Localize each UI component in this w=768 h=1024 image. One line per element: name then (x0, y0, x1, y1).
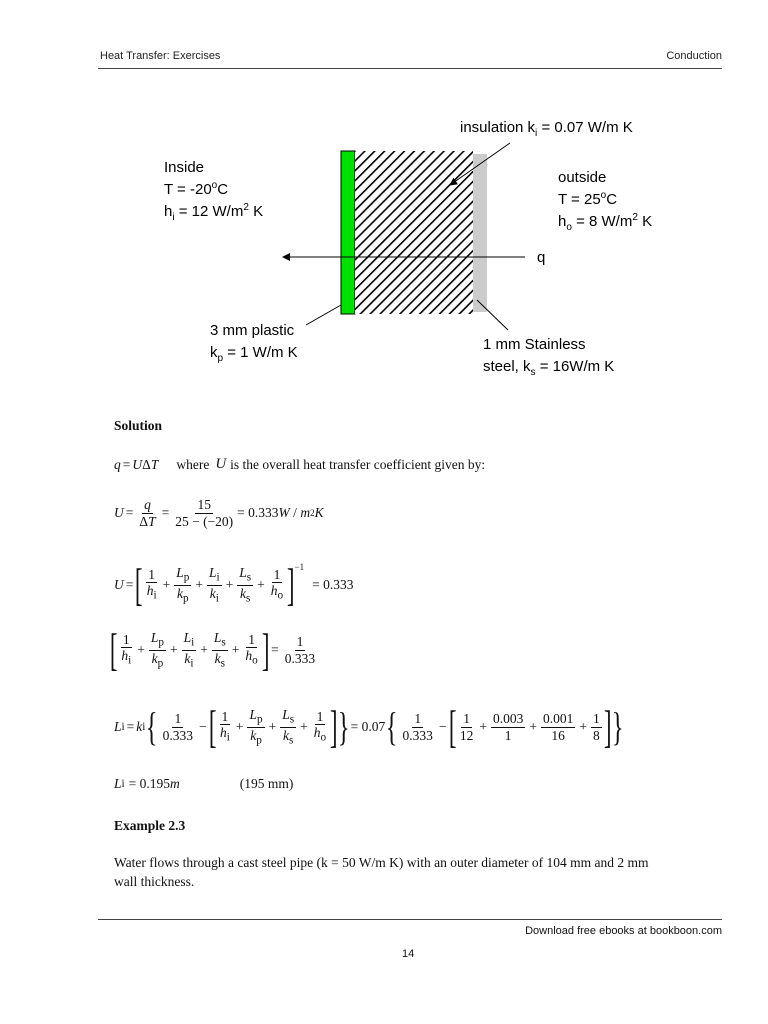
footer-download-link[interactable]: Download free ebooks at bookboon.com (525, 925, 722, 937)
example-text-line1: Water flows through a cast steel pipe (k = 50 W/m K) with an outer diameter of 104 mm and 2 mm (114, 855, 649, 870)
inside-conditions: Inside $T = -20^oC$ $h_i = 12$ $W/m^2$ K (164, 159, 264, 223)
footer-rule (98, 919, 722, 920)
equation-q: q = U Δ T where U is the overall heat transfer coefficient given by: (114, 456, 486, 472)
equation-sum-inverse: [ $\frac{1}{h_i}$ + $\frac{L_p}{k_p}$ + $\frac{L_i}{k_i}$ + $\frac{L_s}{k_s}$ + $\frac{1}{h_o}$ ] = $\frac{1}{0.333}$ (109, 624, 316, 675)
header-right: Conduction (666, 50, 722, 62)
plastic-layer (341, 151, 355, 314)
header-left: Heat Transfer: Exercises (100, 50, 221, 62)
example-text-line2: wall thickness. (114, 874, 195, 889)
page-number: 14 (402, 948, 415, 960)
example-heading: Example 2.3 (114, 818, 186, 833)
insulation-label: insulation $k_i = 0.07$ W/m K (460, 119, 633, 139)
equation-u-value: U = $\frac{q}{\Delta T}$ = $\frac{15}{25 - (-20)}$ = 0.333 W / m 2 K (114, 497, 324, 529)
equation-u-sum: U = [ $\frac{1}{h_i}$ + $\frac{L_p}{k_p}$ + $\frac{L_i}{k_i}$ + $\frac{L_s}{k_s}$ + $\frac{1}{h_o}$ ] $^{-1}$ = 0.333 (114, 559, 354, 610)
q-label: q (537, 249, 546, 266)
outside-conditions: outside $T = 25^oC$ $h_o = 8$ $W/m^2$ K (558, 169, 653, 233)
plastic-pointer (306, 305, 341, 325)
steel-pointer (477, 300, 508, 330)
insulation-layer (355, 151, 473, 314)
plastic-label: 3 mm plastic $k_p = 1$ W/m K (210, 322, 298, 364)
equation-result: L i = 0.195 m (195 mm) (114, 776, 294, 791)
wall-diagram (0, 0, 768, 400)
equation-li: L i = k i { $\frac{1}{0.333}$ − [ $\frac{1}{h_i}$ + $\frac{L_p}{k_p}$ + $\frac{L_s}{k_s}$ + $\frac{1}{h_o}$ ] } = 0.07 { $\frac{1}{0.333}$ − [ $\frac{1}{12}$ + $\frac{0.003}{1}$ + $\frac{0.001}{16}$ + $\frac{1}{8}$ ] } (114, 701, 624, 752)
steel-layer (473, 154, 487, 312)
solution-heading: Solution (114, 418, 163, 433)
steel-label: 1 mm Stainless steel, $k_s = 16W/m$ K (483, 336, 615, 378)
